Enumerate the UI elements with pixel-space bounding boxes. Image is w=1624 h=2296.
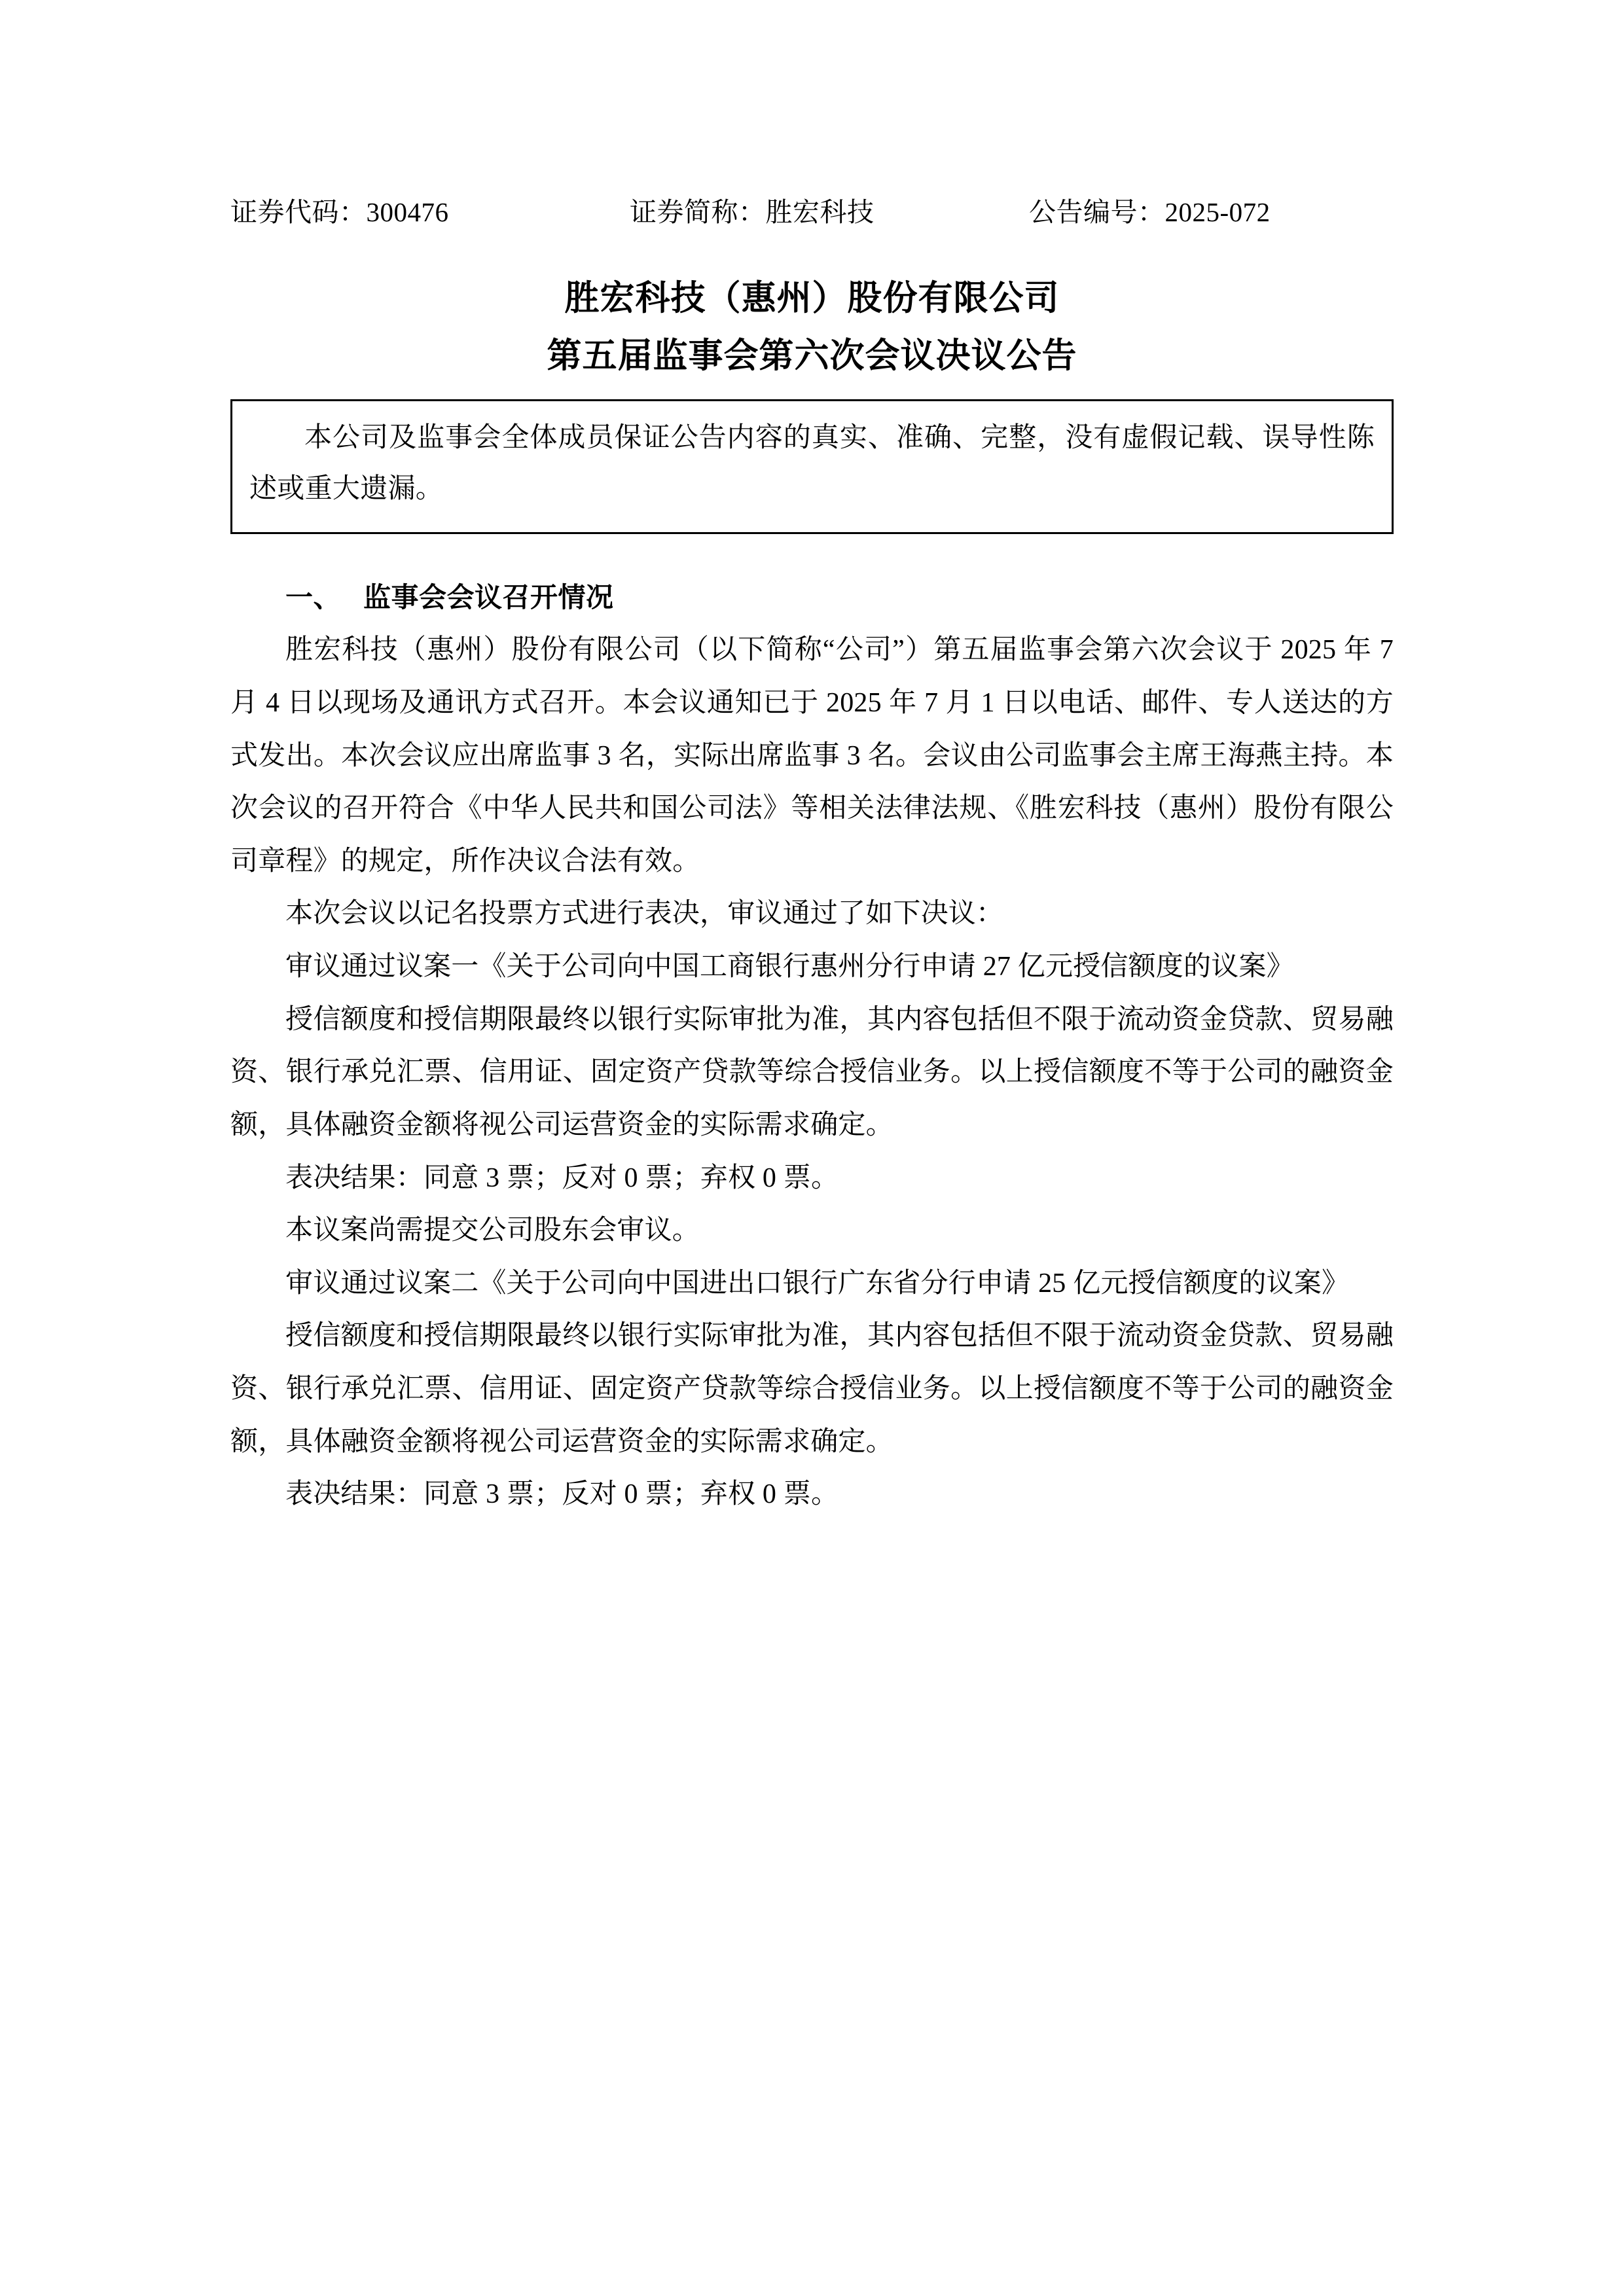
company-title: 胜宏科技（惠州）股份有限公司 [564, 279, 1060, 318]
proposal-1-detail: 授信额度和授信期限最终以银行实际审批为准，其内容包括但不限于流动资金贷款、贸易融资、银行承兑汇票、信用证、固定资产贷款等综合授信业务。以上授信额度不等于公司的融资金额，具体融资金额将视公司运营资金的实际需求确定。 [230, 1004, 1394, 1140]
page-content [230, 0, 1394, 1521]
proposal-1-vote-result: 表决结果：同意 3 票；反对 0 票；弃权 0 票。 [285, 1162, 839, 1193]
proposal-1-title: 审议通过议案一《关于公司向中国工商银行惠州分行申请 27 亿元授信额度的议案》 [285, 952, 1294, 982]
announcement-title: 第五届监事会第六次会议决议公告 [547, 336, 1077, 375]
proposal-2-title: 审议通过议案二《关于公司向中国进出口银行广东省分行申请 25 亿元授信额度的议案》 [285, 1268, 1350, 1299]
meeting-convening-paragraph: 胜宏科技（惠州）股份有限公司（以下简称“公司”）第五届监事会第六次会议于 2025 年 7 月 4 日以现场及通讯方式召开。本会议通知已于 2025 年 7 月 1 日以电话、邮件、专人送达的方式发出。本次会议应出席监事 3 名，实际出席监事 3 名。会议由公司监事会主席王海燕主持。本次会议的召开符合《中华人民共和国公司法》等相关法律法规、《胜宏科技（惠州）股份有限公司章程》的规定，所作决议合法有效。 [230, 635, 1394, 876]
voting-method-paragraph: 本次会议以记名投票方式进行表决，审议通过了如下决议： [285, 899, 1004, 929]
section-title: 监事会会议召开情况 [363, 583, 614, 613]
security-code: 证券代码：300476 [230, 197, 449, 227]
proposal-1-note: 本议案尚需提交公司股东会审议。 [285, 1215, 700, 1246]
disclaimer-box [230, 399, 1394, 533]
document-header [230, 196, 1394, 228]
security-abbreviation: 证券简称：胜宏科技 [630, 197, 875, 227]
proposal-2-vote-result: 表决结果：同意 3 票；反对 0 票；弃权 0 票。 [285, 1479, 839, 1510]
proposal-2-detail: 授信额度和授信期限最终以银行实际审批为准，其内容包括但不限于流动资金贷款、贸易融资、银行承兑汇票、信用证、固定资产贷款等综合授信业务。以上授信额度不等于公司的融资金额，具体融资金额将视公司运营资金的实际需求确定。 [230, 1321, 1394, 1457]
section-heading-meeting [230, 573, 1394, 624]
announcement-number: 公告编号：2025-072 [1029, 197, 1271, 227]
section-number: 一、 [285, 583, 342, 613]
disclaimer-text: 本公司及监事会全体成员保证公告内容的真实、准确、完整，没有虚假记载、误导性陈述或重大遗漏。 [249, 423, 1375, 504]
